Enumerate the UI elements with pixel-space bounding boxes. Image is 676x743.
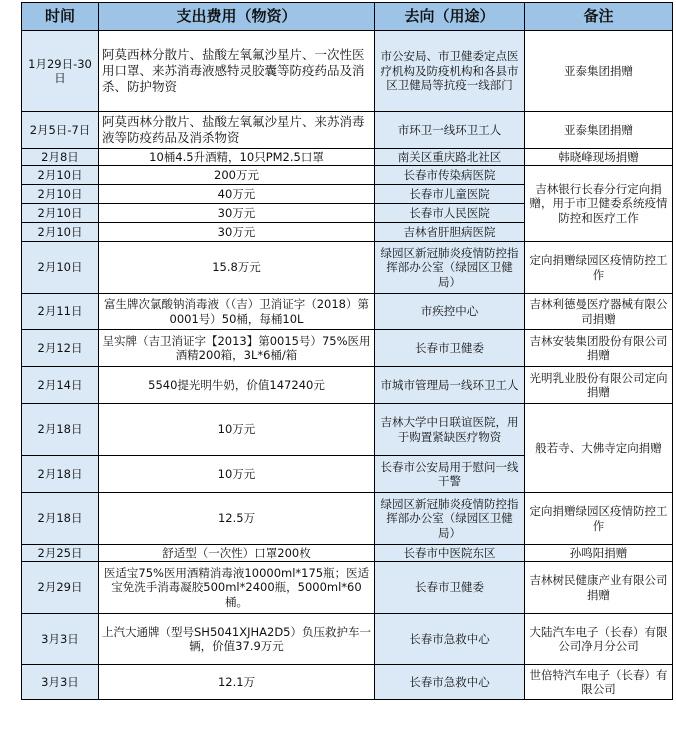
- table-row: [22, 242, 673, 294]
- row-date: 3月3日: [22, 614, 99, 665]
- row-note: 吉林利德曼医疗器械有限公司捐赠: [525, 294, 673, 330]
- table-header-row: [22, 3, 673, 31]
- row-item: 12.1万: [99, 665, 375, 700]
- table-row: [22, 294, 673, 330]
- table-row: [22, 665, 673, 700]
- header-destination: 去向（用途）: [375, 3, 525, 31]
- row-note: 吉林银行长春分行定向捐赠，用于市卫健委系统疫情防控和医疗工作: [525, 166, 673, 242]
- row-item: 舒适型（一次性）口罩200枚: [99, 545, 375, 562]
- row-date: 2月8日: [22, 149, 99, 166]
- row-note: 世倍特汽车电子（长春）有限公司: [525, 665, 673, 700]
- row-destination: 市城市管理局一线环卫工人: [375, 367, 525, 404]
- row-note: 孙鸣阳捐赠: [525, 545, 673, 562]
- row-date: 2月18日: [22, 493, 99, 545]
- row-date: 1月29日-30日: [22, 31, 99, 112]
- table-row: [22, 166, 673, 185]
- row-note: 亚泰集团捐赠: [525, 112, 673, 149]
- table-row: [22, 367, 673, 404]
- row-date: 2月25日: [22, 545, 99, 562]
- table-row: [22, 493, 673, 545]
- row-item: 富生牌次氯酸钠消毒液（（吉）卫消证字（2018）第0001号）50桶，每桶10L: [99, 294, 375, 330]
- row-item: 200万元: [99, 166, 375, 185]
- row-note: 般若寺、大佛寺定向捐赠: [525, 404, 673, 493]
- row-date: 2月29日: [22, 562, 99, 614]
- row-item: 10桶4.5升酒精，10只PM2.5口罩: [99, 149, 375, 166]
- row-date: 3月3日: [22, 665, 99, 700]
- row-destination: 市公安局、市卫健委定点医疗机构及防疫机构和各县市区卫健局等抗疫一线部门: [375, 31, 525, 112]
- row-destination: 吉林大学中日联谊医院，用于购置紧缺医疗物资: [375, 404, 525, 456]
- row-note: 韩晓峰现场捐赠: [525, 149, 673, 166]
- row-item: 阿莫西林分散片、盐酸左氧氟沙星片、一次性医用口罩、来苏消毒液感特灵胶囊等防疫药品及消杀、防护物资: [99, 31, 375, 112]
- row-destination: 长春市急救中心: [375, 665, 525, 700]
- row-note: 光明乳业股份有限公司定向捐赠: [525, 367, 673, 404]
- row-date: 2月18日: [22, 456, 99, 493]
- row-item: 30万元: [99, 204, 375, 223]
- row-destination: 长春市人民医院: [375, 204, 525, 223]
- header-expense: 支出费用（物资）: [99, 3, 375, 31]
- row-item: 12.5万: [99, 493, 375, 545]
- row-item: 10万元: [99, 404, 375, 456]
- row-destination: 市环卫一线环卫工人: [375, 112, 525, 149]
- row-date: 2月10日: [22, 223, 99, 242]
- row-destination: 吉林省肝胆病医院: [375, 223, 525, 242]
- row-destination: 长春市公安局用于慰问一线干警: [375, 456, 525, 493]
- table-row: [22, 330, 673, 367]
- table-row: [22, 149, 673, 166]
- table-row: [22, 545, 673, 562]
- row-item: 呈实牌（吉卫消证字【2013】第0015号）75%医用酒精200箱，3L*6桶/箱: [99, 330, 375, 367]
- row-destination: 长春市急救中心: [375, 614, 525, 665]
- row-item: 医适宝75%医用酒精消毒液10000ml*175瓶；医适宝免洗手消毒凝胶500ml*2400瓶，5000ml*60桶。: [99, 562, 375, 614]
- row-destination: 绿园区新冠肺炎疫情防控指挥部办公室（绿园区卫健局）: [375, 493, 525, 545]
- row-date: 2月10日: [22, 204, 99, 223]
- table-row: [22, 31, 673, 112]
- row-destination: 长春市卫健委: [375, 330, 525, 367]
- row-destination: 长春市卫健委: [375, 562, 525, 614]
- row-date: 2月18日: [22, 404, 99, 456]
- table-row: [22, 562, 673, 614]
- table-row: [22, 112, 673, 149]
- row-item: 15.8万元: [99, 242, 375, 294]
- row-item: 40万元: [99, 185, 375, 204]
- table-row: [22, 614, 673, 665]
- row-note: 定向捐赠绿园区疫情防控工作: [525, 493, 673, 545]
- row-destination: 长春市儿童医院: [375, 185, 525, 204]
- row-note: 亚泰集团捐赠: [525, 31, 673, 112]
- row-note: 吉林树民健康产业有限公司捐赠: [525, 562, 673, 614]
- row-destination: 长春市中医院东区: [375, 545, 525, 562]
- row-date: 2月5日-7日: [22, 112, 99, 149]
- header-note: 备注: [525, 3, 673, 31]
- row-date: 2月10日: [22, 185, 99, 204]
- row-note: 大陆汽车电子（长春）有限公司净月分公司: [525, 614, 673, 665]
- header-time: 时间: [22, 3, 99, 31]
- row-note: 吉林安装集团股份有限公司捐赠: [525, 330, 673, 367]
- row-note: 定向捐赠绿园区疫情防控工作: [525, 242, 673, 294]
- row-item: 5540提光明牛奶，价值147240元: [99, 367, 375, 404]
- row-date: 2月10日: [22, 166, 99, 185]
- row-item: 阿莫西林分散片、盐酸左氧氟沙星片、来苏消毒液等防疫药品及消杀物资: [99, 112, 375, 149]
- donation-table: [21, 2, 673, 700]
- row-destination: 市疾控中心: [375, 294, 525, 330]
- table-row: [22, 404, 673, 456]
- row-destination: 南关区重庆路北社区: [375, 149, 525, 166]
- row-date: 2月14日: [22, 367, 99, 404]
- row-destination: 绿园区新冠肺炎疫情防控指挥部办公室（绿园区卫健局）: [375, 242, 525, 294]
- row-destination: 长春市传染病医院: [375, 166, 525, 185]
- row-date: 2月10日: [22, 242, 99, 294]
- row-item: 10万元: [99, 456, 375, 493]
- row-item: 30万元: [99, 223, 375, 242]
- row-date: 2月12日: [22, 330, 99, 367]
- row-item: 上汽大通牌（型号SH5041XJHA2D5）负压救护车一辆，价值37.9万元: [99, 614, 375, 665]
- row-date: 2月11日: [22, 294, 99, 330]
